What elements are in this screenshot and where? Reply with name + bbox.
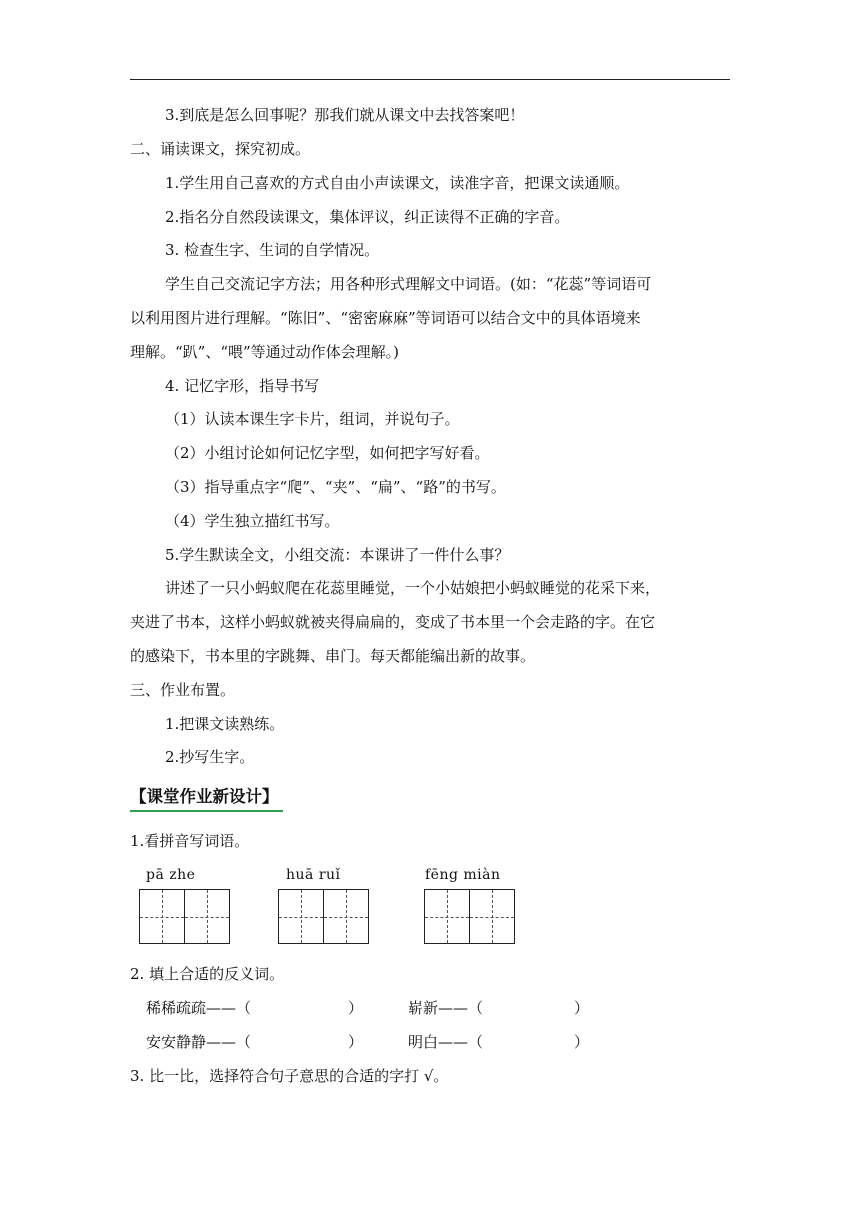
- paragraph-line: 的感染下，书本里的字跳舞、串门。每天都能编出新的故事。: [130, 647, 536, 665]
- paragraph-line: 以利用图片进行理解。“陈旧”、“密密麻麻”等词语可以结合文中的具体语境来: [130, 309, 641, 327]
- header-rule: [130, 79, 730, 80]
- text-line: 2.抄写生字。: [165, 748, 255, 766]
- paragraph-line: 理解。“趴”、“喂”等通过动作体会理解。): [130, 343, 400, 361]
- sub-item: （1）认读本课生字卡片，组词，并说句子。: [165, 410, 460, 428]
- pinyin-label: huā ruǐ: [286, 867, 341, 883]
- writing-cell[interactable]: [139, 889, 185, 944]
- text-line: 3. 检查生字、生词的自学情况。: [165, 241, 380, 259]
- writing-cell[interactable]: [323, 889, 369, 944]
- writing-grid-1[interactable]: [139, 889, 228, 944]
- antonym-close: ）: [574, 1033, 590, 1051]
- antonym-close: ）: [574, 999, 590, 1017]
- sub-item: （3）指导重点字“爬”、“夹”、“扁”、“路”的书写。: [165, 478, 506, 496]
- text-line: 1.把课文读熟练。: [165, 715, 285, 733]
- question-1-title: 1.看拼音写词语。: [130, 832, 250, 850]
- antonym-item: 安安静静——（: [146, 1033, 252, 1051]
- section-heading: [130, 786, 281, 812]
- sub-item: （4）学生独立描红书写。: [165, 512, 340, 530]
- pinyin-label: fēng miàn: [425, 867, 501, 883]
- antonym-close: ）: [348, 999, 364, 1017]
- text-line: 5.学生默读全文，小组交流：本课讲了一件什么事？: [165, 546, 510, 564]
- question-2-title: 2. 填上合适的反义词。: [130, 965, 285, 983]
- text-line: 1.学生用自己喜欢的方式自由小声读课文，读准字音，把课文读通顺。: [165, 174, 630, 192]
- writing-cell[interactable]: [278, 889, 324, 944]
- text-line: 4. 记忆字形，指导书写: [165, 377, 320, 395]
- writing-cell[interactable]: [424, 889, 470, 944]
- writing-cell[interactable]: [469, 889, 515, 944]
- writing-cell[interactable]: [184, 889, 230, 944]
- pinyin-label: pā zhe: [146, 867, 196, 883]
- writing-grid-2[interactable]: [278, 889, 367, 944]
- text-line: 3.到底是怎么回事呢？那我们就从课文中去找答案吧！: [165, 106, 525, 124]
- text-line: 2.指名分自然段读课文，集体评议，纠正读得不正确的字音。: [165, 208, 570, 226]
- question-3-title: 3. 比一比，选择符合句子意思的合适的字打 √。: [130, 1067, 449, 1085]
- antonym-close: ）: [348, 1033, 364, 1051]
- section-title-3: 三、作业布置。: [130, 681, 236, 699]
- writing-grid-3[interactable]: [424, 889, 513, 944]
- section-title-2: 二、诵读课文，探究初成。: [130, 140, 311, 158]
- paragraph-line: 夹进了书本，这样小蚂蚁就被夹得扁扁的，变成了书本里一个会走路的字。在它: [130, 613, 656, 631]
- antonym-item: 崭新——（: [408, 999, 484, 1017]
- paragraph-line: 讲述了一只小蚂蚁爬在花蕊里睡觉，一个小姑娘把小蚂蚁睡觉的花采下来，: [165, 579, 661, 597]
- antonym-item: 明白——（: [408, 1033, 484, 1051]
- paragraph-line: 学生自己交流记字方法；用各种形式理解文中词语。(如：“花蕊”等词语可: [165, 275, 652, 293]
- heading-underline: [130, 810, 283, 812]
- section-heading-text: 【课堂作业新设计】: [130, 787, 279, 806]
- antonym-item: 稀稀疏疏——（: [146, 999, 252, 1017]
- sub-item: （2）小组讨论如何记忆字型，如何把字写好看。: [165, 444, 490, 462]
